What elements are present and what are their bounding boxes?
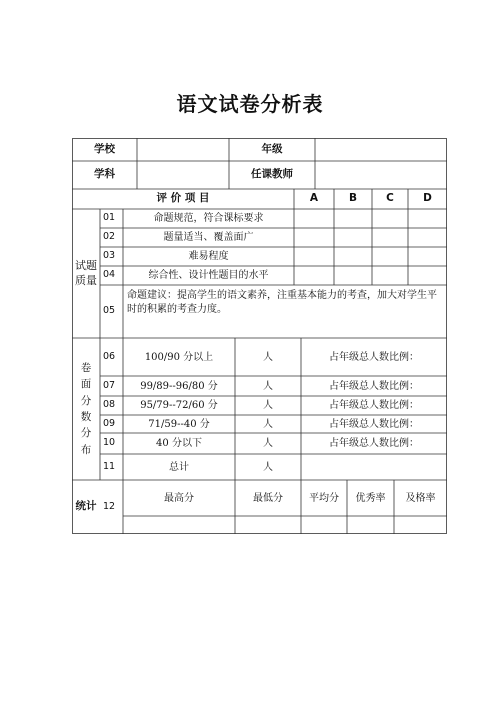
suggestion-text: 命题建议：提高学生的语文素养，注重基本能力的考查，加大对学生平时的积累的考查力度。 <box>127 290 437 315</box>
quality-label-line1: 试题 <box>75 259 97 273</box>
stat-header-max: 最高分 <box>164 492 194 504</box>
dist-row-range: 71/59--40 分 <box>148 418 210 430</box>
stat-header-excellent: 优秀率 <box>355 492 386 504</box>
dist-row-ratio: 占年级总人数比例： <box>329 418 419 430</box>
distribution-label-char: 数 <box>80 411 92 423</box>
dist-row-number: 08 <box>103 399 116 411</box>
distribution-section-label <box>72 338 100 480</box>
dist-row-range: 100/90 分以上 <box>144 351 214 363</box>
dist-row-unit: 人 <box>263 418 273 430</box>
item-text: 综合性、设计性题目的水平 <box>148 270 269 281</box>
item-number: 01 <box>103 212 116 224</box>
school-label: 学校 <box>94 142 115 155</box>
item-text: 命题规范，符合课标要求 <box>153 213 264 224</box>
school-field[interactable] <box>137 138 229 161</box>
distribution-label-char: 分 <box>80 394 92 407</box>
subject-field[interactable] <box>137 161 229 189</box>
dist-row-ratio <box>301 454 447 480</box>
item-text: 难易程度 <box>188 251 229 262</box>
dist-row-ratio: 占年级总人数比例： <box>329 438 419 449</box>
grade-field[interactable] <box>315 138 447 161</box>
dist-row-unit: 人 <box>263 461 273 473</box>
dist-row-range: 95/79--72/60 分 <box>140 400 218 411</box>
distribution-label-char: 分 <box>80 427 92 440</box>
dist-row-unit: 人 <box>263 380 273 392</box>
dist-row-number: 09 <box>103 417 116 429</box>
distribution-label-char: 布 <box>80 443 92 456</box>
dist-row-number: 06 <box>103 350 116 362</box>
stat-header-min: 最低分 <box>253 492 283 504</box>
suggestion-number: 05 <box>103 305 116 317</box>
stat-header-avg: 平均分 <box>309 492 339 504</box>
dist-row-unit: 人 <box>263 400 273 411</box>
teacher-label: 任课教师 <box>251 168 293 181</box>
item-text: 题量适当、覆盖面广 <box>163 232 254 243</box>
subject-label: 学科 <box>94 168 115 181</box>
dist-row-ratio: 占年级总人数比例： <box>329 400 419 411</box>
dist-row-ratio: 占年级总人数比例： <box>329 351 419 363</box>
dist-row-range: 总计 <box>169 461 189 473</box>
evaluation-header: 评 价 项 目 <box>156 192 210 205</box>
stat-header-pass: 及格率 <box>405 492 436 504</box>
quality-section-label <box>72 209 100 338</box>
distribution-label-char: 面 <box>80 378 92 391</box>
page-title: 语文试卷分析表 <box>176 92 324 116</box>
dist-row-ratio: 占年级总人数比例： <box>329 380 419 392</box>
grade-c-header: C <box>386 192 394 205</box>
statistics-label: 统计 <box>75 500 97 513</box>
quality-label-line2: 质量 <box>75 273 97 287</box>
grade-b-header: B <box>348 192 357 205</box>
statistics-number: 12 <box>103 500 116 512</box>
dist-row-unit: 人 <box>263 351 273 363</box>
dist-row-unit: 人 <box>263 438 273 449</box>
teacher-field[interactable] <box>315 161 447 189</box>
distribution-label-char: 卷 <box>80 362 92 375</box>
dist-row-number: 11 <box>103 460 116 472</box>
grade-a-header: A <box>309 192 319 205</box>
grade-d-header: D <box>423 192 432 205</box>
item-number: 02 <box>103 231 116 243</box>
item-number: 04 <box>103 269 116 281</box>
dist-row-number: 10 <box>103 437 116 449</box>
grade-label: 年级 <box>261 142 283 155</box>
dist-row-range: 40 分以下 <box>156 438 202 449</box>
item-number: 03 <box>103 250 116 262</box>
dist-row-number: 07 <box>103 379 116 391</box>
analysis-table <box>72 138 447 534</box>
dist-row-range: 99/89--96/80 分 <box>140 380 218 392</box>
